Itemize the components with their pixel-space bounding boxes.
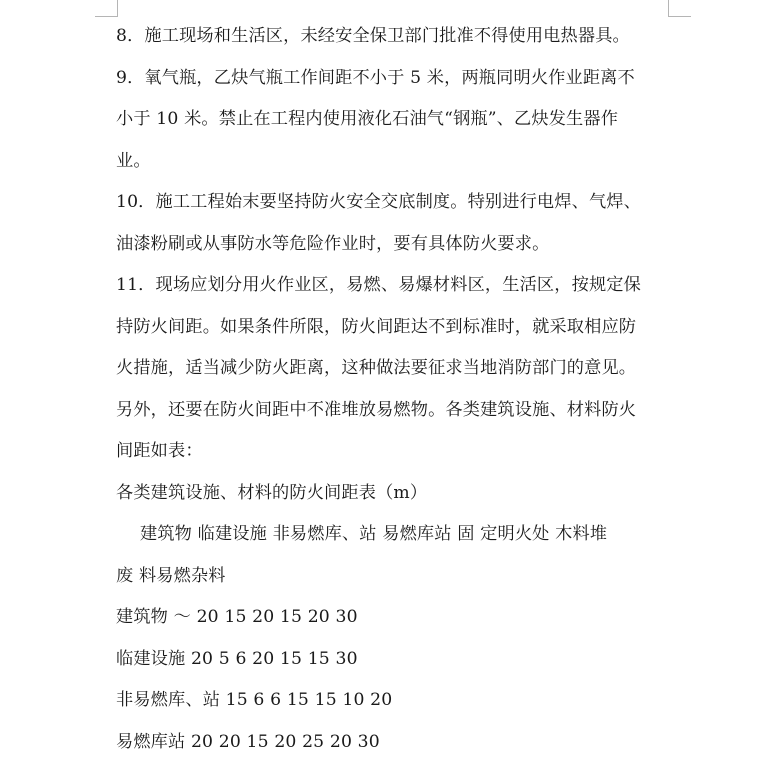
document-body — [116, 16, 676, 763]
table-row-flammable-store: 易燃库站 20 20 15 20 25 20 30 — [116, 731, 380, 752]
item-8-line: 8．施工现场和生活区，未经安全保卫部门批准不得使用电热器具。 — [116, 26, 630, 46]
table-caption: 各类建筑设施、材料的防火间距表（m） — [116, 482, 428, 503]
table-header-line-2: 废 料易燃杂料 — [116, 565, 226, 586]
item-9-line-2: 小于 10 米。禁止在工程内使用液化石油气“钢瓶”、乙炔发生器作 — [116, 109, 619, 129]
item-10-line-1: 10．施工工程始末要坚持防火安全交底制度。特别进行电焊、气焊、 — [116, 192, 641, 212]
item-11-line-4: 另外，还要在防火间距中不准堆放易燃物。各类建筑设施、材料防火 — [116, 399, 637, 420]
crop-mark-top-right — [668, 0, 691, 17]
item-11-line-1: 11．现场应划分用火作业区，易燃、易爆材料区，生活区，按规定保 — [116, 275, 641, 295]
table-row-buildings: 建筑物 ～ 20 15 20 15 20 30 — [116, 607, 358, 627]
item-10-line-2: 油漆粉刷或从事防水等危险作业时，要有具体防火要求。 — [116, 233, 550, 254]
crop-mark-top-left — [95, 0, 118, 17]
item-11-line-2: 持防火间距。如果条件所限，防火间距达不到标准时，就采取相应防 — [116, 316, 637, 337]
item-9-line-3: 业。 — [116, 150, 151, 171]
item-11-line-5: 间距如表： — [116, 441, 203, 461]
table-header-line-1: 建筑物 临建设施 非易燃库、站 易燃库站 固 定明火处 木料堆 — [140, 524, 608, 544]
item-9-line-1: 9．氧气瓶，乙炔气瓶工作间距不小于 5 米，两瓶同明火作业距离不 — [116, 67, 635, 88]
table-row-non-flammable-store: 非易燃库、站 15 6 6 15 15 10 20 — [116, 690, 393, 710]
item-11-line-3: 火措施，适当减少防火距离，这种做法要征求当地消防部门的意见。 — [116, 358, 637, 378]
table-row-temporary-facilities: 临建设施 20 5 6 20 15 15 30 — [116, 648, 358, 669]
